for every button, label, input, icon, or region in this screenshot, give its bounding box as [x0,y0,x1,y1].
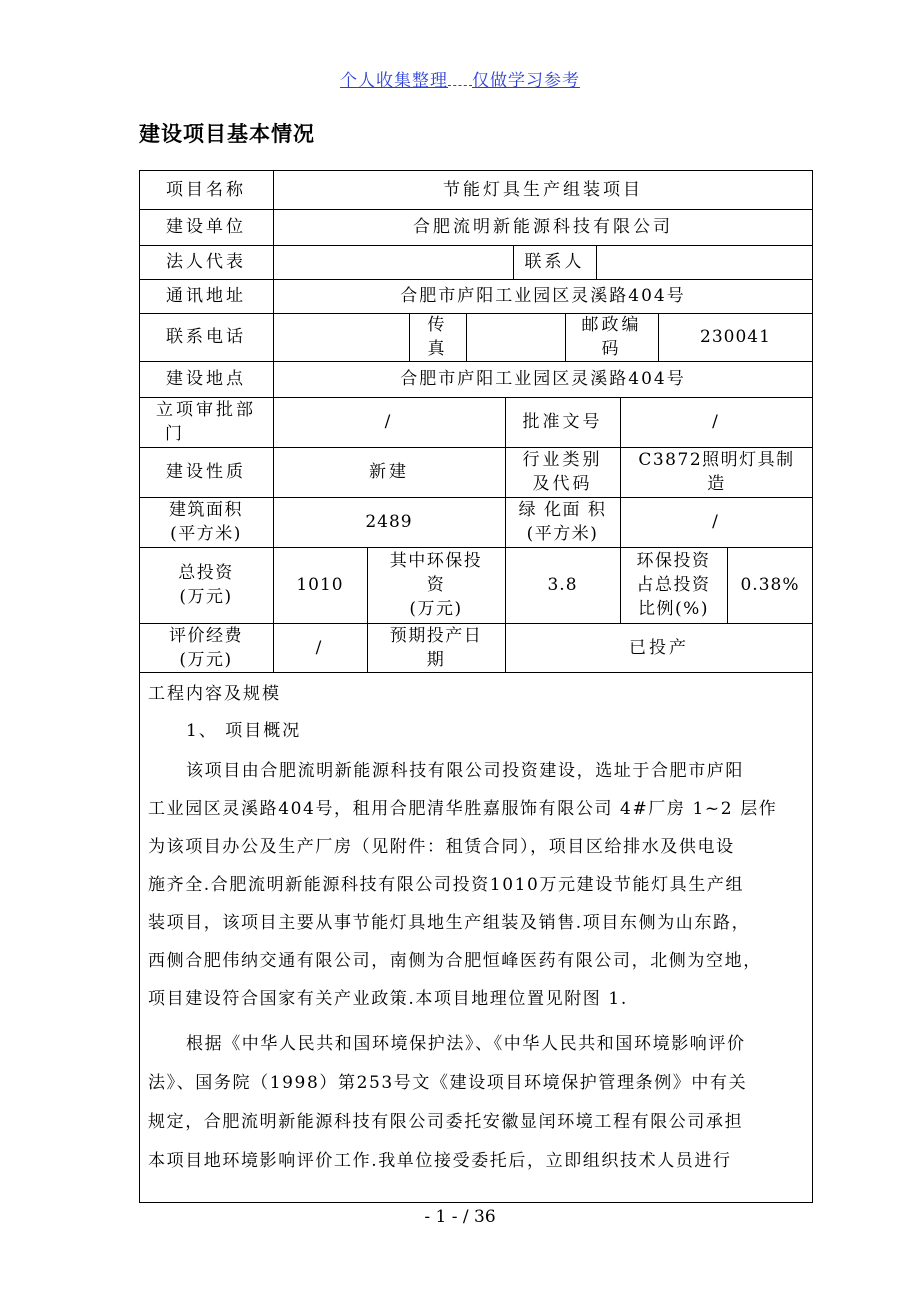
builder-label: 建设单位 [166,217,246,237]
floor-area-value: 2489 [365,512,413,532]
postcode-label [565,313,658,361]
para2-line: 本项目地环境影响评价工作.我单位接受委托后，立即组织技术人员进行 [148,1151,732,1171]
floor-area-label-line2: (平方米) [170,524,242,544]
env-invest-value: 3.8 [547,575,578,595]
approval-doc-value: / [712,412,721,432]
env-invest-label-line2: 资 [426,575,446,595]
env-ratio-label-line3: 比例(%) [638,599,709,619]
postcode-label-line2: 码 [601,339,622,359]
env-ratio-value: 0.38% [740,575,800,595]
env-ratio-label-line2: 占总投资 [636,575,711,595]
industry-value-line2: 造 [707,474,726,494]
subsection-title: 1、 项目概况 [186,721,302,741]
industry-value [620,447,813,497]
green-area-label [505,497,620,547]
env-ratio-label [620,547,727,623]
floor-area-label-line1: 建筑面积 [169,500,243,520]
project-name-value: 节能灯具生产组装项目 [443,179,643,200]
project-name-label: 项目名称 [166,179,246,200]
legal-rep-value [273,245,513,279]
builder-value: 合肥流明新能源科技有限公司 [413,217,673,237]
para1-line: 施齐全.合肥流明新能源科技有限公司投资1010万元建设节能灯具生产组 [148,875,745,895]
address-label: 通讯地址 [166,286,246,306]
env-invest-label-line3: (万元) [409,599,463,619]
eval-fee-value: / [315,637,325,658]
nature-label: 建设性质 [166,462,246,482]
para1-line: 项目建设符合国家有关产业政策.本项目地理位置见附图 1. [148,989,628,1009]
postcode-value: 230041 [700,327,771,347]
para1-line: 工业园区灵溪路404号，租用合肥清华胜嘉服饰有限公司 4#厂房 1~2 层作 [148,799,778,819]
header-note-gap [448,71,472,86]
expected-date-label-line2: 期 [426,649,446,670]
legal-rep-label: 法人代表 [166,252,246,272]
fax-label [409,313,466,361]
green-area-label-line1: 绿 化面 积 [518,500,607,520]
page-heading: 建设项目基本情况 [139,122,315,146]
postcode-label-line1: 邮政编 [581,315,642,335]
env-invest-label-line1: 其中环保投 [389,551,483,571]
total-invest-value: 1010 [296,575,344,595]
floor-area-label [139,497,273,547]
header-note-part2: 仅做学习参考 [472,71,580,91]
fax-label-line2: 真 [427,339,448,359]
industry-value-line1: C3872照明灯具制 [638,450,795,470]
address-value: 合肥市庐阳工业园区灵溪路404号 [400,286,686,306]
site-value: 合肥市庐阳工业园区灵溪路404号 [400,369,686,389]
para1-line: 装项目，该项目主要从事节能灯具地生产组装及销售.项目东侧为山东路， [148,913,751,933]
approval-dept-value: / [384,412,394,432]
eval-fee-label [139,623,273,672]
industry-label-line1: 行业类别 [522,450,603,470]
header-note [0,66,920,91]
nature-value: 新建 [369,462,409,482]
approval-doc-label: 批准文号 [522,412,603,432]
para2-line: 根据《中华人民共和国环境保护法》、《中华人民共和国环境影响评价 [186,1034,746,1054]
green-area-label-line2: (平方米) [526,524,599,544]
expected-date-label-line1: 预期投产日 [389,625,483,646]
para1-line: 该项目由合肥流明新能源科技有限公司投资建设，选址于合肥市庐阳 [186,761,744,781]
green-area-value: / [712,512,721,532]
industry-label-line2: 及代码 [532,474,593,494]
contact-person-value [596,245,813,279]
expected-date-value: 已投产 [629,637,689,658]
row-divider [139,672,813,673]
total-invest-label-line2: (万元) [179,587,233,607]
section-title: 工程内容及规模 [148,684,281,704]
para2-line: 法》、国务院（1998）第253号文《建设项目环境保护管理条例》中有关 [148,1073,748,1093]
fax-label-line1: 传 [427,315,448,335]
phone-value [273,313,409,361]
contact-person-label: 联系人 [524,252,585,272]
header-note-part1: 个人收集整理 [340,71,448,91]
page-footer [0,1207,920,1227]
para1-line: 西侧合肥伟纳交通有限公司，南侧为合肥恒峰医药有限公司，北侧为空地， [148,951,762,971]
total-invest-label-line1: 总投资 [178,563,234,583]
eval-fee-label-line1: 评价经费 [169,625,243,646]
env-ratio-label-line1: 环保投资 [636,551,711,571]
total-invest-label [139,547,273,623]
para1-line: 为该项目办公及生产厂房（见附件：租赁合同），项目区给排水及供电设 [148,837,735,857]
para2-line: 规定，合肥流明新能源科技有限公司委托安徽显闰环境工程有限公司承担 [148,1112,744,1132]
phone-label: 联系电话 [166,327,246,347]
page-total: / 36 [462,1207,496,1227]
env-invest-label [367,547,505,623]
approval-dept-label-line1: 立项审批部 [156,400,256,420]
approval-dept-label-line2: 门 [165,424,185,444]
industry-label [505,447,620,497]
page-number: - 1 - [424,1207,458,1227]
eval-fee-label-line2: (万元) [179,649,233,670]
expected-date-label [367,623,505,672]
site-label: 建设地点 [166,369,246,389]
fax-value [466,313,565,361]
approval-dept-label [139,397,273,447]
